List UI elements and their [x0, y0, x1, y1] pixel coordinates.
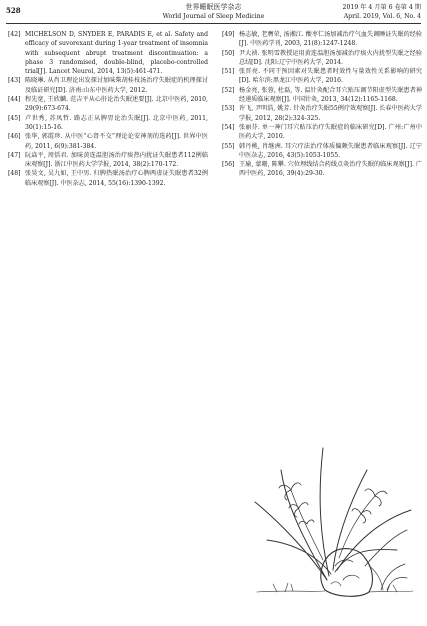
- reference-text: 杨金亮, 张蓉, 杜磊, 等. 温针灸配合耳穴贴压调节阳虚型失眠患者神经递质临床观察[J]. 中国针灸, 2013, 34(12):1165-1168.: [239, 86, 422, 104]
- reference-number: [49]: [222, 31, 235, 38]
- reference-item: [8, 151, 208, 170]
- reference-column-right: [222, 30, 422, 179]
- reference-item: [222, 104, 422, 123]
- reference-text: 王瑜, 蒙珊, 陈攀. 穴位埋线结合药线点灸治疗失眠的临床观察[J]. 广西中医药, 2016, 39(4):29-30.: [239, 161, 422, 178]
- reference-text: 张昊文, 吴九如, 王中男. 归脾热眠汤治疗心脾两虚证失眠患者32例临床观察[J]. 中医杂志, 2014, 55(16):1390-1392.: [25, 170, 208, 187]
- journal-title-cn: 世界睡眠医学杂志: [185, 3, 242, 11]
- reference-item: [8, 76, 208, 95]
- reference-text: 卢世秀, 苏凤哲. 路志正从脾胃论治失眠[J]. 北京中医药, 2011, 30(1):15-16.: [25, 114, 208, 131]
- reference-item: [222, 67, 422, 86]
- reference-item: [8, 169, 208, 188]
- reference-item: [222, 30, 422, 49]
- issue-info-en: April. 2019, Vol. 6, No. 4: [343, 13, 421, 20]
- reference-text: 张华, 郭霞珍. 从中医“心肾不交”理论论安神剂的选药[J]. 世界中医药, 2011, 6(9):381-384.: [25, 133, 208, 150]
- reference-number: [42]: [8, 31, 21, 38]
- reference-text: 张晋亮. 不同干预因素对失眠患者时效性与量效性关系影响的研究[D]. 哈尔滨:黑龙江中医药大学, 2016.: [239, 68, 422, 85]
- reference-text: 韩丹桃, 肖继洲. 耳穴疗法治疗体质偏颇失眠患者临床观察[J]. 辽宁中医杂志, 2016, 43(5):1053-1055.: [239, 142, 422, 159]
- page-header: [0, 0, 427, 26]
- reference-text: 尹大祯. 张明雪教授运用黄连温胆汤加减治疗痰火内扰型失眠之经验总结[D]. 沈阳:辽宁中医药大学, 2014.: [239, 49, 422, 66]
- journal-title-en: World Journal of Sleep Medicine: [162, 13, 265, 20]
- reference-number: [47]: [8, 151, 21, 159]
- reference-item: [8, 30, 208, 76]
- reference-text: 阮焱平, 周恬君. 加味黄连温胆汤治疗痰热内扰证失眠患者112例临床观察[J]. 浙江中医药大学学报, 2014, 38(2):170-172.: [25, 151, 208, 169]
- reference-item: [222, 123, 422, 142]
- reference-text: 陈晓琳. 从肖卫理论出发探讨加味柴胡桂枝汤治疗失眠症的机理探讨及临证研究[D]. 济南:山东中医药大学, 2012.: [25, 77, 208, 94]
- reference-text: 张丽芬. 单一神门耳穴贴压治疗失眠症的临床研究[D]. 广州:广州中医药大学, 2010.: [239, 123, 422, 141]
- reference-item: [222, 160, 422, 179]
- reference-text: 程先宽, 王欣麟. 范吉平从心肝论治失眠述要[J]. 北京中医药, 2010, 29(9):673-674.: [25, 96, 208, 113]
- reference-number: [48]: [8, 170, 21, 178]
- reference-number: [45]: [8, 114, 21, 122]
- reference-item: [8, 132, 208, 151]
- reference-number: [55]: [222, 142, 235, 150]
- reference-number: [52]: [222, 86, 235, 94]
- reference-item: [8, 95, 208, 114]
- reference-number: [56]: [222, 161, 235, 169]
- reference-item: [222, 86, 422, 105]
- page-number: 528: [6, 6, 21, 15]
- reference-number: [44]: [8, 96, 21, 104]
- reference-column-left: [8, 30, 208, 188]
- issue-info-cn: 2019 年 4 月第 6 卷第 4 期: [342, 4, 421, 11]
- reference-number: [53]: [222, 105, 235, 113]
- reference-item: [8, 114, 208, 133]
- reference-number: [51]: [222, 68, 235, 76]
- reference-number: [46]: [8, 133, 21, 141]
- reference-item: [222, 142, 422, 161]
- reference-number: [43]: [8, 77, 21, 85]
- reference-item: [222, 49, 422, 68]
- header-rule: [6, 23, 421, 24]
- reference-number: [54]: [222, 123, 235, 131]
- issue-info: [343, 3, 421, 21]
- reference-text: 杨志敏, 老膺荣, 汤湘江. 酸枣仁汤加减治疗气血失调睡证失眠的经验[J]. 中医药学刊, 2003, 21(8):1247-1248.: [239, 31, 422, 48]
- reference-number: [50]: [222, 49, 235, 57]
- orchid-ink-drawing-icon: [247, 440, 417, 600]
- reference-text: MICHELSON D, SNYDER E, PARADIS E, et al. Safety and efficacy of suvorexant during 1-year treatment of insomnia with subsequent abrupt treatment discontinuation: a phase 3 randomised, double-blind, placebo-controlled trial[J]. Lancet Neurol, 2014, 13(5):461-471.: [25, 31, 208, 76]
- reference-text: 许飞, 尹明浩, 姚芳. 针灸治疗失眠55例疗效观察[J]. 长春中医药大学学报, 2012, 28(2):324-325.: [239, 105, 422, 122]
